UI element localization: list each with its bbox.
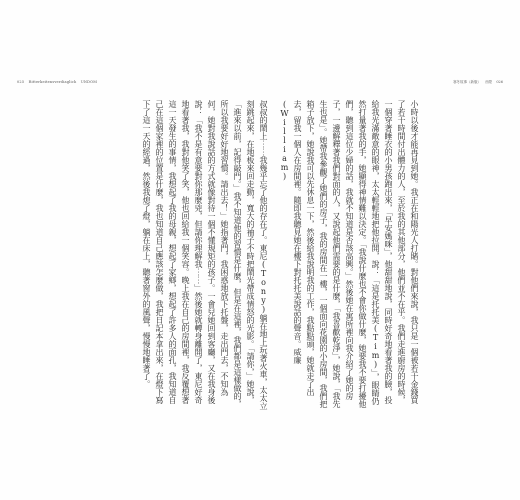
left-page-body [140,100,270,410]
left-page-paragraph: 叔叔的鬧上⋯⋯我幾乎忘了他的存在了。東尼(Tony)躺在地上玩著火車，太太立刻跳起來，在地板來回走動，寬大的袖子不時把鬧光帶成情怒的光影。「請你，」她說，「進來以前，記得敲門。」我不知道他的習慣是什麼，但是在這裡，我們都是這樣做的，所以我要好好地習慣。請出去！」她指著門，我困惑地放下托盤，走出門去，不知為何，她對我說話的方式就像對待一個不懂規矩的孩子。一會兒她回到客廳，又在我身後說：「我不是有意要對你那麼兇，但請你理解我⋯⋯」然後她就轉身離開了，東尼好奇地看著我，我對他笑了笑，他也回給我一個笑容。晚上我在自己的房間裡，我反覆想著這一天發生的事情，我想起了我的母親，想起了家鄉，想起了許多人的面孔，我知道自己在這個家裡的位置是什麼，我也知道自己應該怎麼做，我把日記本拿出來，在燈下寫下了這一天的經過，然後我熄了燈，躺在床上，聽著窗外的風聲，慢慢地睡著了。 [142,100,268,410]
header-right-author: 西蒙 [485,80,493,84]
right-page-body [278,100,421,410]
page-number-left: 025 [17,80,25,84]
right-page [278,100,419,410]
running-header-left [17,80,100,84]
left-page [140,100,268,410]
header-left-title: Ritterkeitensverdiaglich [28,80,77,84]
header-right-title: 寒冬故事（新版） [453,80,482,84]
running-header-right [450,80,503,85]
right-page-paragraph: 小時以後才能再見到她。我正在和陽光人打賭。對他們來說，我只是一個被若干金錢買了若干時間付出體力的人，至於我的其他部分，他們並不在乎。我們走進廚房的時候，一個穿著睡衣的小男孩跑出來，「早安媽咪」，他甜甜地說，同時好奇地看著我的臉，投給我光滿敵意的眼神，太太輕輕地把他拉開，說：「這是托托美(Tim)」，眼睛仍然打量著我的手，她顯得神情難以決定。「我說什麼也不會你做什麼，她要我不要打擾他們，聽到這位少婦的話，我就不知道是否該高興。」然後她在寓所裡向我介紹了她的房子，一邊解釋著我們對面的人，又說起他們需要的是什麼，「我喜歡乾淨」，她說，「我先生也是」。她帶我參觀了她們的房子，我的房間在一樓，一個面向花園的小房間，我們把箱子放下，她說我可以先休息一下，然後給我說明我的工作，我點點頭，她就走了出去，留我一個人在房間裡。隨即我聽見她在樓下對托托美說話的聲音。威廉(William) [280,100,419,408]
header-left-subtitle: UNDOM [80,80,98,84]
page-number-right: 026 [496,80,503,84]
